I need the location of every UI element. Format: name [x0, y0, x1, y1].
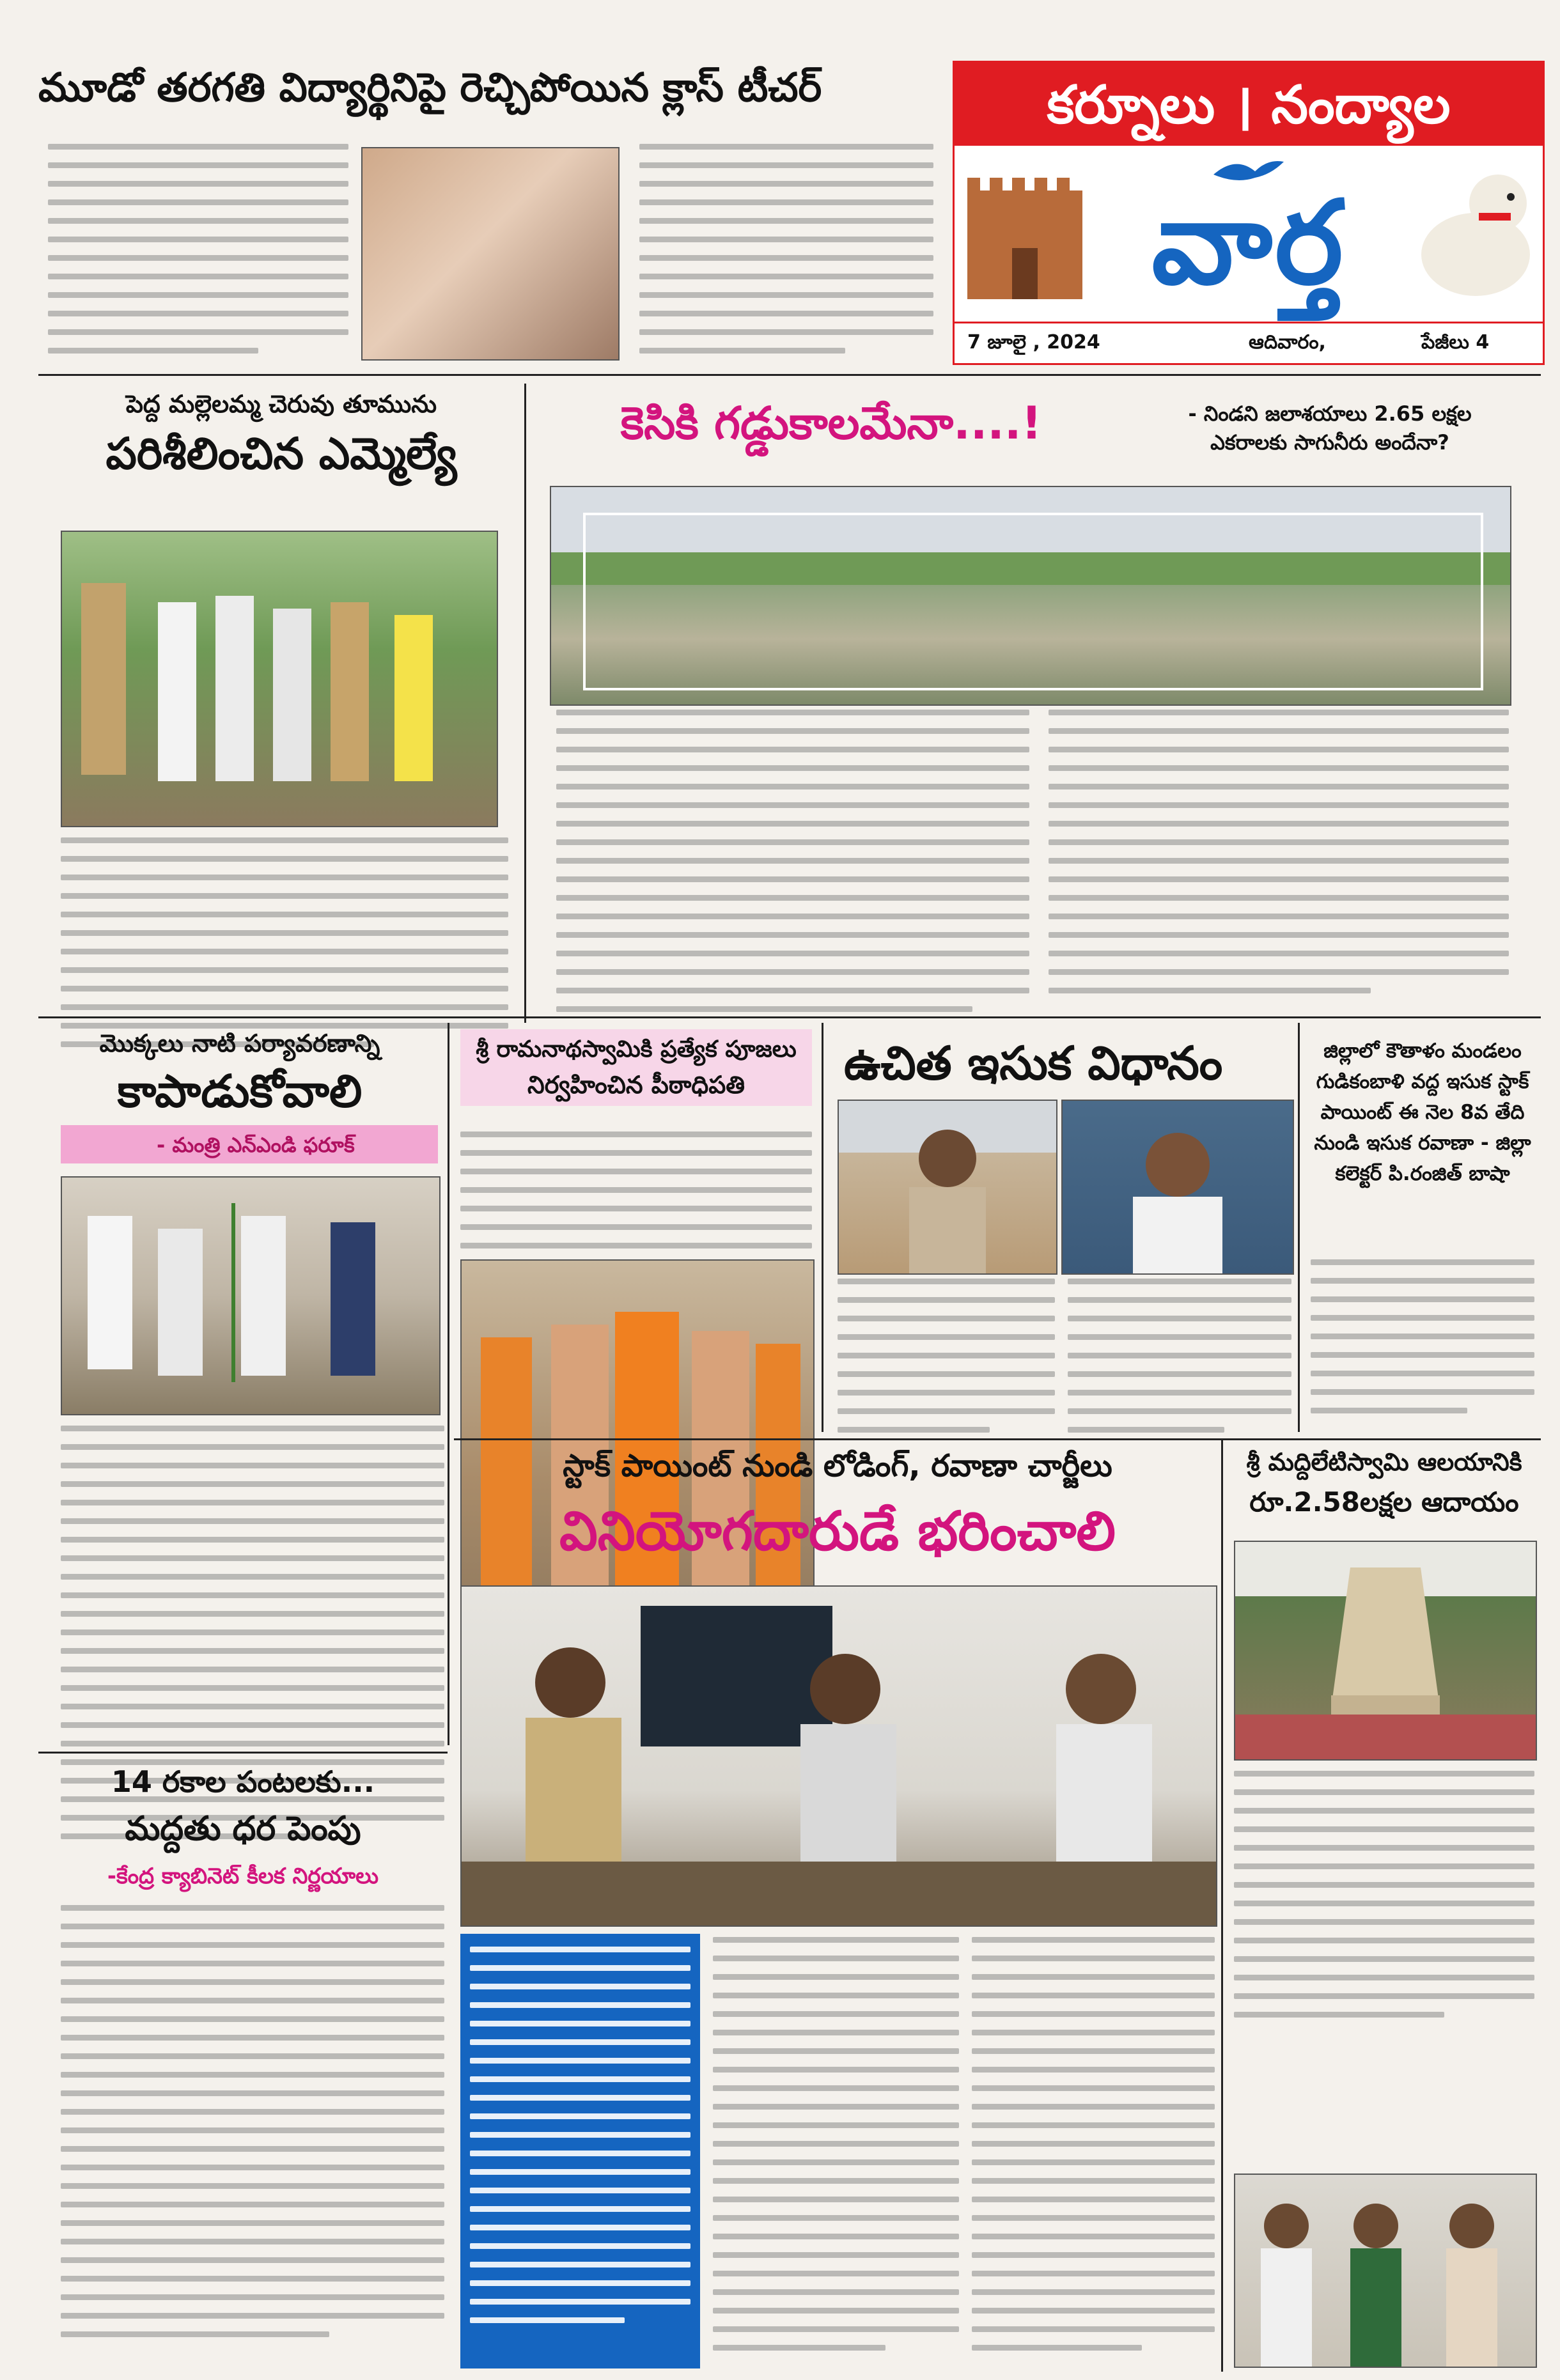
story10-headline: మద్దతు ధర పెంపు — [125, 1810, 361, 1848]
divider-1 — [38, 374, 1541, 376]
story8-kicker: స్టాక్ పాయింట్ నుండి లోడింగ్, రవాణా చార్జీలు — [563, 1448, 1112, 1484]
story6-body-left — [838, 1279, 1055, 1445]
story2-kicker: పెద్ద మల్లెలమ్మ చెరువు తూమును — [125, 390, 437, 418]
divider-2 — [38, 1016, 1541, 1018]
story4-headline: కాపాడుకోవాలి — [117, 1065, 363, 1117]
story3-headline: కెసికి గడ్డుకాలమేనా....! — [620, 397, 1042, 449]
story8-summary-lines — [470, 1947, 690, 2336]
story9-kicker: శ్రీ మద్దిలేటిస్వామి ఆలయానికి — [1246, 1448, 1522, 1476]
story1-body-right — [639, 144, 933, 366]
issue-day: ఆదివారం, — [1249, 331, 1326, 354]
story7-body — [1311, 1259, 1534, 1426]
story5-kicker: శ్రీ రామనాథస్వామికి ప్రత్యేక పూజలు — [476, 1036, 797, 1062]
divider-v3 — [822, 1023, 823, 1432]
issue-date: 7 జూలై , 2024 — [967, 331, 1100, 354]
story5-body — [460, 1132, 812, 1280]
story10-subhead: -కేంద్ర క్యాబినెట్ కీలక నిర్ణయాలు — [107, 1863, 379, 1889]
story1-body-left — [48, 144, 348, 366]
story10-kicker: 14 రకాల పంటలకు... — [111, 1764, 375, 1799]
divider-v1 — [524, 384, 526, 1023]
page-count: పేజీలు 4 — [1421, 331, 1490, 354]
story4-photo — [61, 1176, 441, 1415]
story1-headline: మూడో తరగతి విద్యార్థినిపై రెచ్చిపోయిన క్లాస్ టీచర్ — [38, 64, 822, 111]
nandi-illustration — [1415, 159, 1536, 299]
divider-4 — [38, 1752, 448, 1754]
fort-illustration — [961, 165, 1089, 299]
story8-body-right — [972, 1937, 1215, 2363]
story3-body-right — [1049, 710, 1509, 1006]
story4-byline: - మంత్రి ఎన్ఎండి ఫరూక్ — [157, 1133, 355, 1157]
divider-v4 — [1298, 1023, 1300, 1432]
story8-body-mid — [713, 1937, 959, 2363]
story8-headline: వినియోగదారుడే భరించాలి — [559, 1500, 1116, 1562]
story9-photo-temple — [1234, 1541, 1537, 1761]
story9-photo-people — [1234, 2174, 1537, 2368]
story9-people-illustration — [1235, 2175, 1536, 2367]
story10-body — [61, 1905, 444, 2350]
story9-temple-illustration — [1235, 1542, 1536, 1759]
story8-photo-people — [462, 1587, 1216, 1925]
story5-headline: నిర్వహించిన పీఠాధిపతి — [527, 1071, 745, 1099]
story9-body — [1234, 1771, 1534, 2030]
story6-photo-left-person — [839, 1101, 1056, 1273]
divider-v5 — [1221, 1438, 1223, 2372]
story7-headline: జిల్లాలో కౌతాళం మండలం గుడికంబాళి వద్ద ఇసుక స్టాక్ పాయింట్ ఈ నెల 8వ తేది నుండి ఇసుక రవాణా - జిల్లా కలెక్టర్ పి.రంజిత్ బాషా — [1314, 1039, 1531, 1186]
masthead — [953, 61, 1545, 365]
story6-headline: ఉచిత ఇసుక విధానం — [844, 1036, 1223, 1090]
story6-body-right — [1068, 1279, 1291, 1445]
divider-3 — [454, 1438, 1541, 1440]
story2-photo-people — [62, 532, 497, 826]
masthead-logo: వార్త — [1151, 176, 1346, 310]
masthead-title: కర్నూలు । నంద్యాల — [1047, 75, 1451, 136]
story4-kicker: మొక్కలు నాటి పర్యావరణాన్ని — [99, 1029, 380, 1057]
story6-photo-right-person — [1063, 1101, 1293, 1273]
story6-photo-right — [1061, 1100, 1294, 1275]
story3-photo — [550, 486, 1511, 706]
story3-body-left — [556, 710, 1029, 1025]
story3-subhead: - నిండని జలాశయాలు 2.65 లక్షల ఎకరాలకు సాగునీరు అందేనా? — [1188, 401, 1472, 455]
story8-photo — [460, 1585, 1217, 1927]
story4-byline-bar — [61, 1125, 438, 1163]
story3-photo-frame — [583, 513, 1483, 690]
story2-body — [61, 837, 508, 1060]
story1-photo — [361, 147, 620, 361]
story8-summary-box — [460, 1934, 700, 2368]
masthead-info-bar — [955, 322, 1543, 362]
story6-photo-left — [838, 1100, 1057, 1275]
masthead-title-bar — [955, 63, 1543, 146]
story2-headline: పరిశీలించిన ఎమ్మెల్యే — [105, 429, 457, 479]
story9-headline: రూ.2.58లక్షల ఆదాయం — [1249, 1486, 1519, 1518]
story4-photo-people — [62, 1178, 439, 1414]
story2-photo — [61, 531, 498, 827]
divider-v2 — [448, 1023, 449, 1745]
